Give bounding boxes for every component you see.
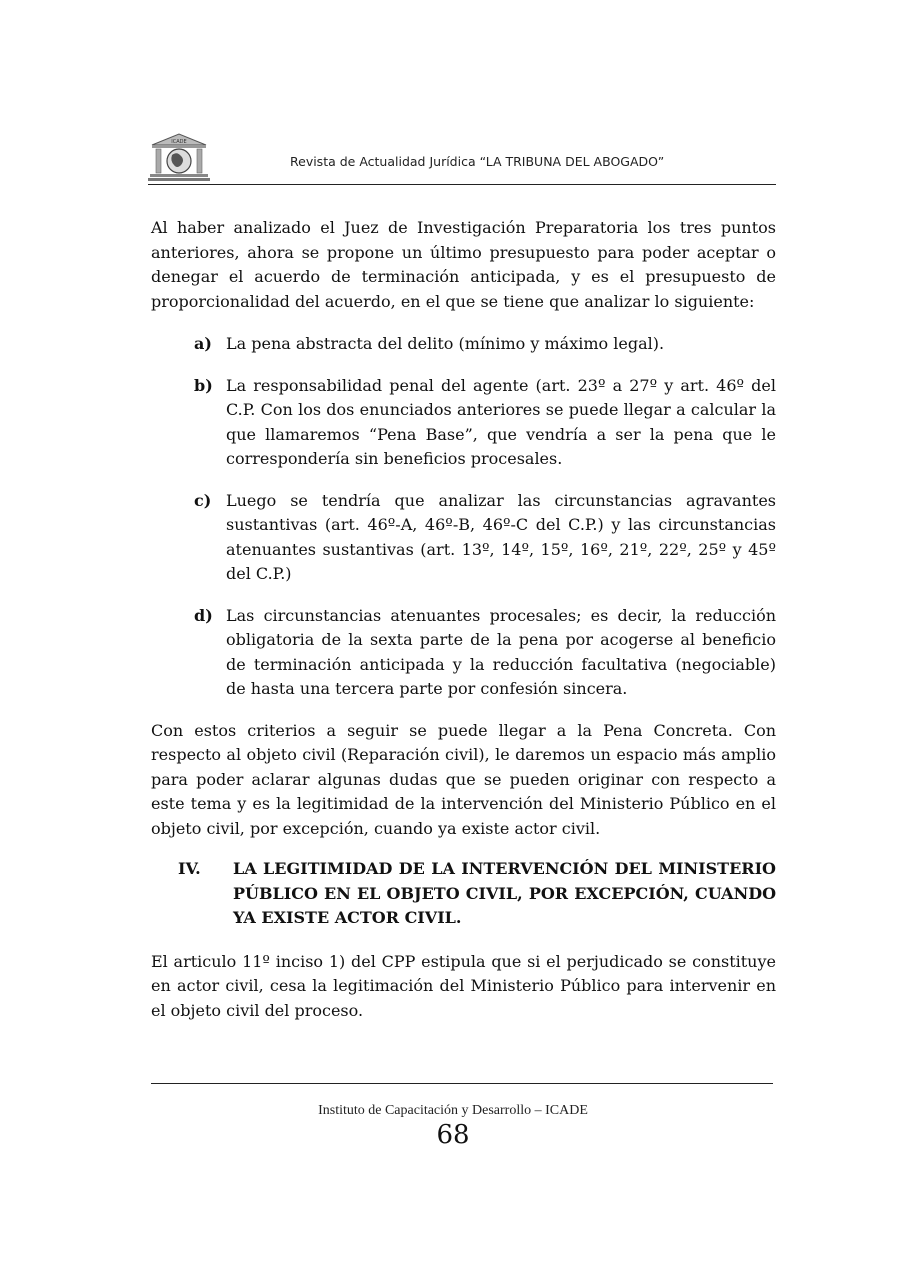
section-heading-text: LA LEGITIMIDAD DE LA INTERVENCIÓN DEL MINISTERIO PÚBLICO EN EL OBJETO CIVIL, POR EXCEPCIÓN, CUANDO YA EXISTE ACTOR CIVIL. [233,859,776,927]
section-heading [151,857,776,931]
list-marker: d) [194,605,213,625]
list-item [151,489,776,587]
list-item-text: La responsabilidad penal del agente (art. 23º a 27º y art. 46º del C.P. Con los dos enunciados anteriores se puede llegar a calcular la que llamaremos “Pena Base”, que vendría a ser la pena que le correspondería sin beneficios procesales. [226,375,776,468]
journal-title: Revista de Actualidad Jurídica “LA TRIBUNA DEL ABOGADO” [290,154,665,169]
page-header [148,130,776,185]
list-item [151,374,776,472]
list-marker: a) [194,334,212,353]
svg-text:ICADE: ICADE [171,139,187,145]
list-item [151,604,776,702]
page-content [151,216,776,1023]
page-number: 68 [436,1120,470,1150]
footer-divider [151,1083,773,1084]
footer-institution: Instituto de Capacitación y Desarrollo – ICADE [318,1103,588,1118]
list-item [151,332,776,357]
list-item-text: Luego se tendría que analizar las circunstancias agravantes sustantivas (art. 46º-A, 46º-B, 46º-C del C.P.) y las circunstancias atenuantes sustantivas (art. 13º, 14º, 15º, 16º, 21º, 22º, 25º y 45º del C.P.) [226,490,776,583]
list-marker: b) [194,375,213,395]
conclusion-paragraph: Con estos criterios a seguir se puede llegar a la Pena Concreta. Con respecto al objeto civil (Reparación civil), le daremos un espacio más amplio para poder aclarar algunas dudas que se pueden originar con respecto a este tema y es la legitimidad de la intervención del Ministerio Público en el objeto civil, por excepción, cuando ya existe actor civil. [151,720,776,838]
list-item-text: Las circunstancias atenuantes procesales; es decir, la reducción obligatoria de la sexta parte de la pena por acogerse al beneficio de terminación anticipada y la reducción facultativa (negociable) de hasta una tercera parte por confesión sincera. [226,605,776,698]
icade-logo-icon [148,132,210,182]
list-marker: c) [194,490,212,510]
section-number: IV. [178,859,201,878]
final-paragraph: El articulo 11º inciso 1) del CPP estipula que si el perjudicado se constituye en actor civil, cesa la legitimación del Ministerio Público para intervenir en el objeto civil del proceso. [151,951,776,1020]
list-item-text: La pena abstracta del delito (mínimo y máximo legal). [226,334,665,353]
intro-paragraph: Al haber analizado el Juez de Investigación Preparatoria los tres puntos anteriores, ahora se propone un último presupuesto para poder aceptar o denegar el acuerdo de terminación anticipada, y es el presupuesto de proporcionalidad del acuerdo, en el que se tiene que analizar lo siguiente: [151,218,776,311]
